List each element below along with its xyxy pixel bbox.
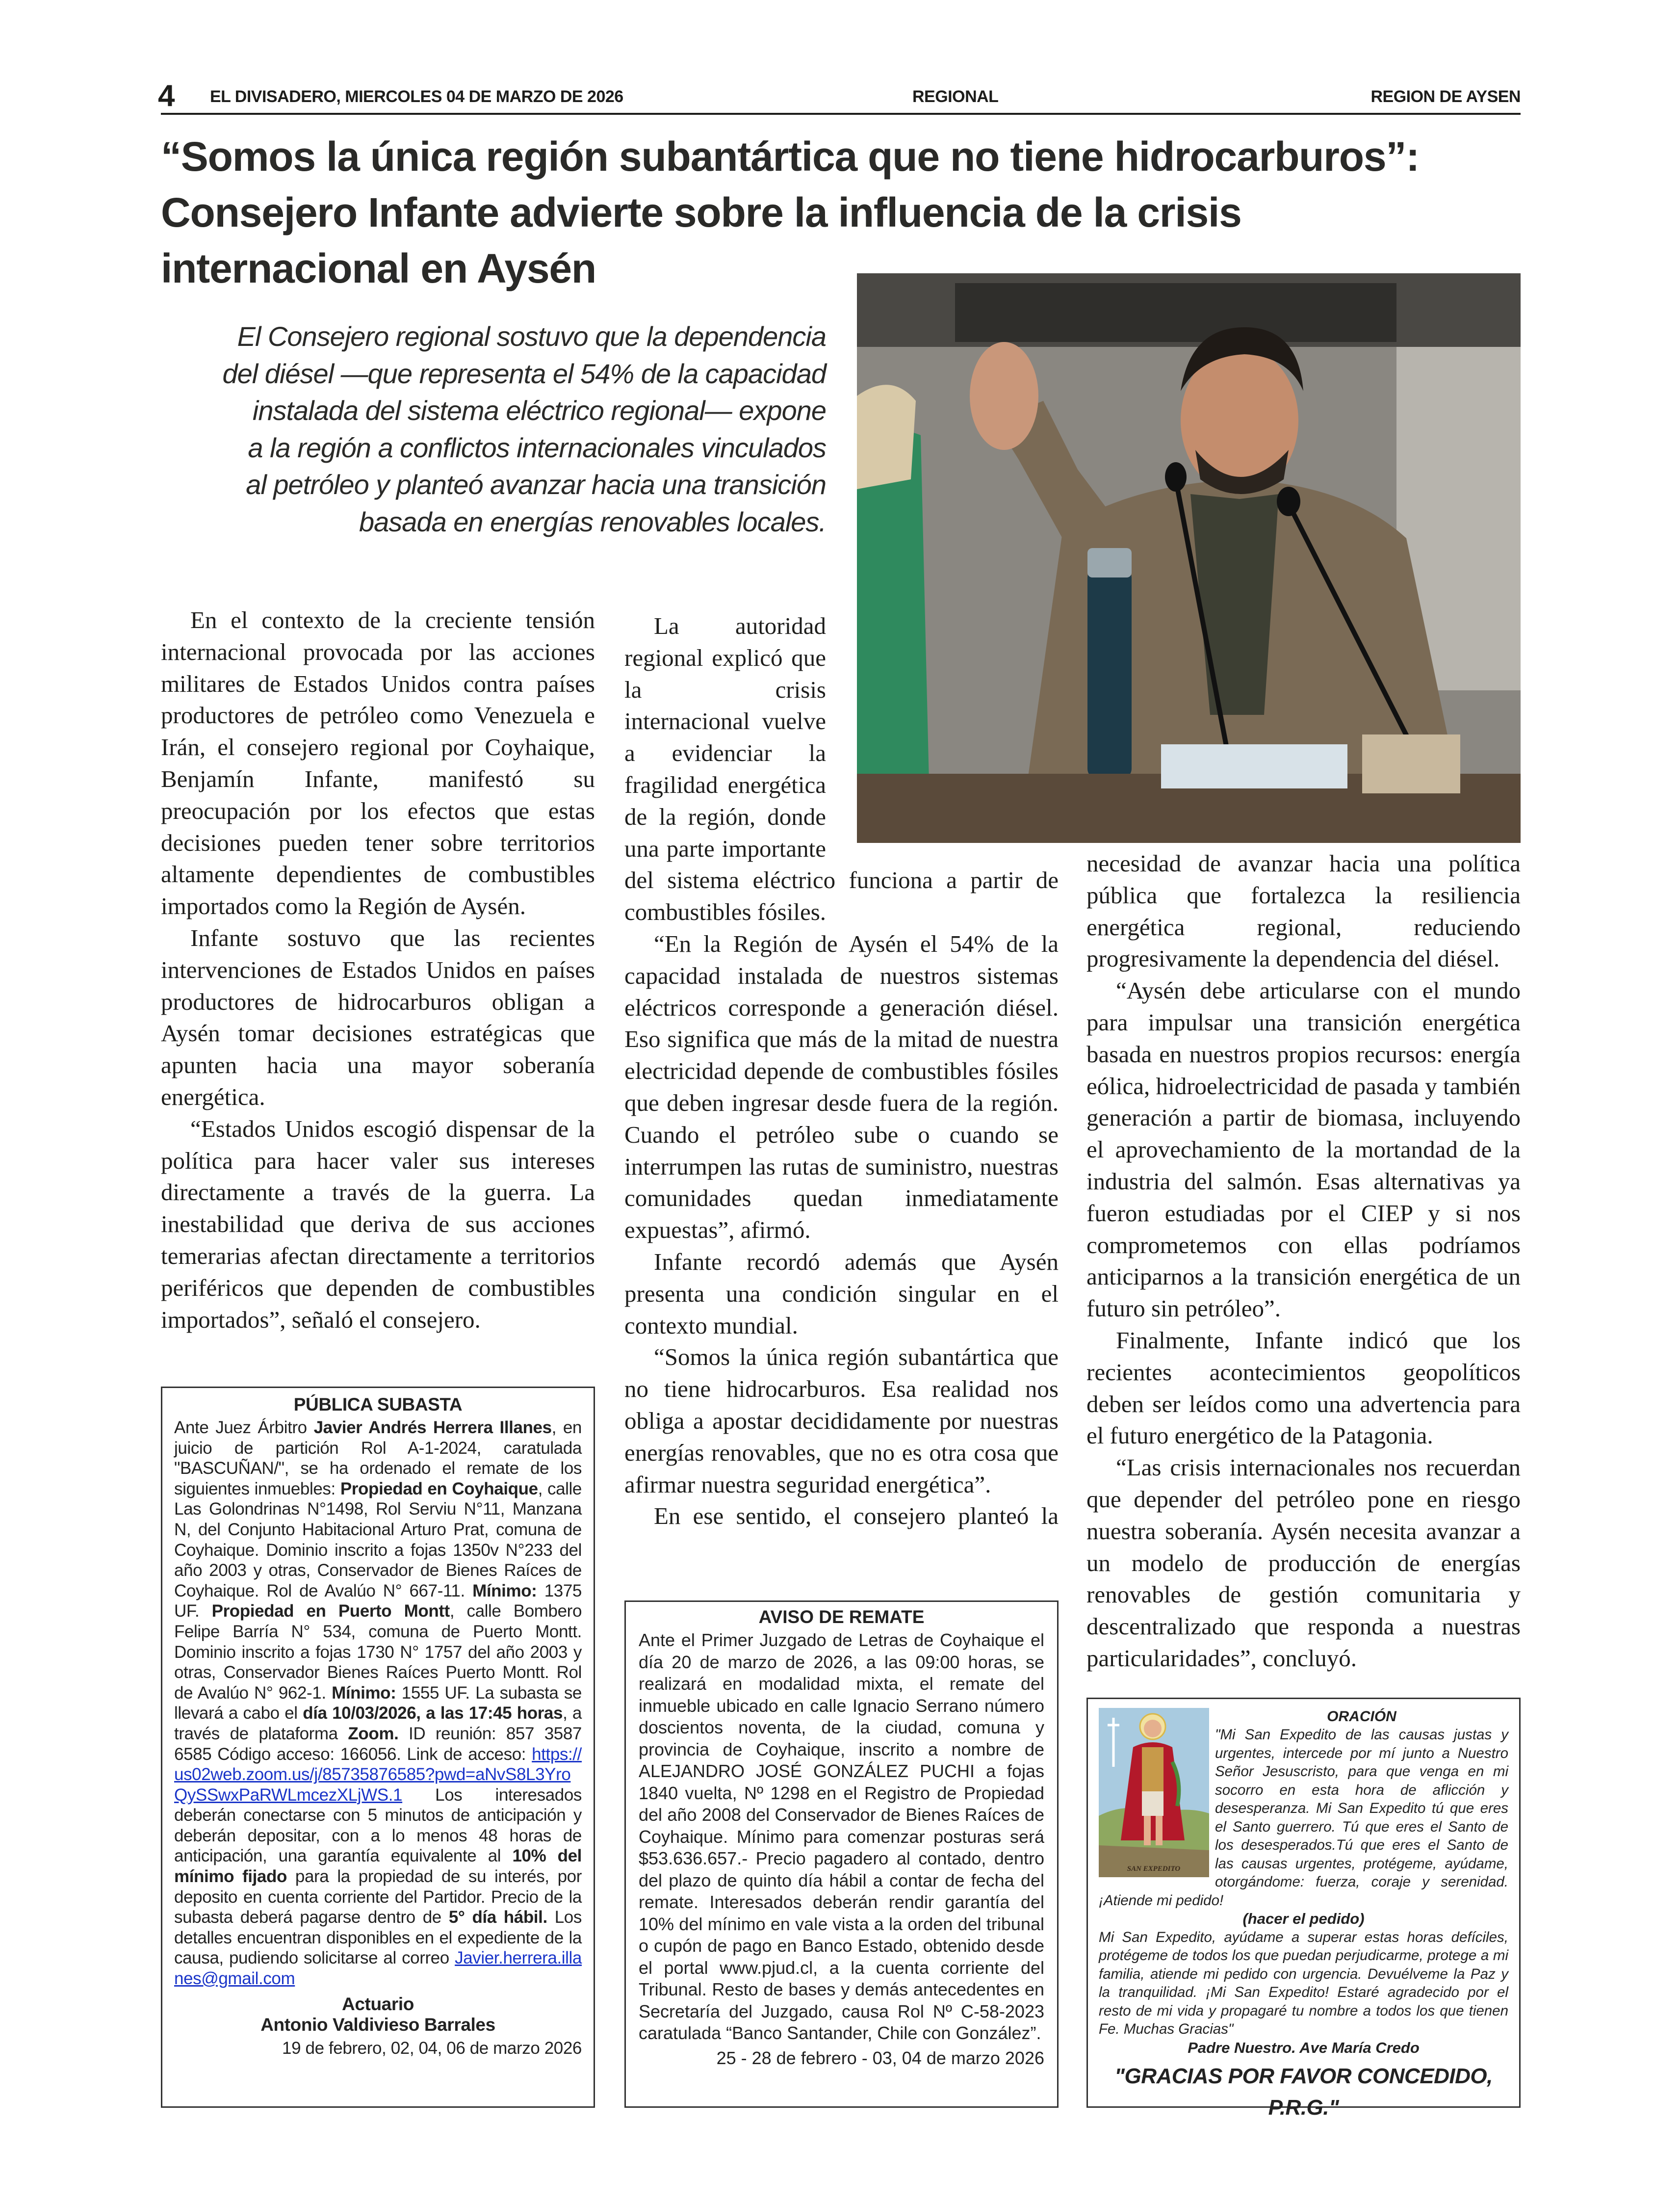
- notice-title: AVISO DE REMATE: [758, 1607, 925, 1627]
- notice-bold-text: día 10/03/2026, a las 17:45 horas: [303, 1704, 563, 1723]
- paragraph: La autoridad regional explicó que la crisis internacional vuelve a evidenciar la fragilidad energética de la región, donde una parte importante del sistema eléctrico funciona a partir de combustibles fósiles.: [624, 612, 1059, 926]
- public-auction-notice: [161, 1387, 595, 2108]
- saint-expedito-image: [1099, 1708, 1209, 1877]
- signer-name: Antonio Valdivieso Barrales: [260, 2014, 495, 2035]
- article-column-3: [1086, 848, 1521, 1675]
- notice-text: , en juicio de partición Rol A-1-2024, caratulada "BASCUÑAN/", se ha ordenado el remate de los siguientes inmuebles:: [174, 1418, 582, 1498]
- paragraph: “Las crisis internacionales nos recuerdan que depender del petróleo pone en riesgo nuestra soberanía. Aysén necesita avanzar a un modelo de producción de energías renovables de gestión comunitaria y descentralizado que responda a nuestras particularidades”, concluyó.: [1086, 1454, 1521, 1672]
- prayer-closing: Padre Nuestro. Ave María Credo: [1188, 2039, 1420, 2056]
- deck-line: basada en energías renovables locales.: [359, 506, 826, 537]
- deck-line: a la región a conflictos internacionales vinculados: [248, 432, 826, 463]
- notice-text: 1555 UF. La subasta se llevará a cabo el: [174, 1683, 582, 1723]
- deck-line: El Consejero regional sostuvo que la dependencia: [237, 321, 826, 352]
- image-caption: SAN EXPEDITO: [1127, 1865, 1181, 1873]
- prayer-title: ORACIÓN: [1327, 1708, 1396, 1725]
- paragraph: “En la Región de Aysén el 54% de la capacidad instalada de nuestros sistemas eléctricos corresponde a generación diésel. Eso significa que más de la mitad de nuestra electricidad depende de combustibles fósiles que deben ingresar desde fuera de la región. Cuando el petróleo sube o cuando se interrumpen las rutas de suministro, nuestras comunidades quedan inmediatamente expuestas”, afirmó.: [624, 930, 1059, 1244]
- headline: [161, 129, 1534, 296]
- notice-bold-text: 5° día hábil.: [448, 1908, 547, 1927]
- notice-link[interactable]: https://us02web.zoom.us/j/85735876585?pwd=aNvS8L3YroQySSwxPaRWLmcezXLjWS.1: [174, 1744, 582, 1805]
- paragraph: “Estados Unidos escogió dispensar de la política para hacer valer sus intereses directamente a través de la guerra. La inestabilidad que deriva de sus acciones temerarias afectan directamente a territorios periféricos que dependen de combustibles importados”, señaló el consejero.: [161, 1115, 595, 1333]
- notice-bold-text: Javier Andrés Herrera Illanes: [313, 1418, 552, 1437]
- notice-body: Ante el Primer Juzgado de Letras de Coyhaique el día 20 de marzo de 2026, a las 09:00 horas, se realizará en modalidad mixta, el remate del inmueble ubicado en calle Ignacio Serrano número doscientos noventa, de la ciudad, comuna y provincia de Coyhaique, inscrito a nombre de ALEJANDRO JOSÉ GONZÁLEZ PUCHI a fojas 1840 vuelta, Nº 1298 en el Registro de Propiedad del año 2008 del Conservador de Bienes Raíces de Coyhaique. Mínimo para comenzar posturas será $53.636.657.- Precio pagadero al contado, dentro del plazo de quinto día hábil a contar de fecha del remate. Interesados deberán rendir garantía del 10% del mínimo en vale vista a la orden del tribunal o cupón de pago en Banco Estado, obtenido desde el portal www.pjud.cl, a la cuenta corriente del Tribunal. Resto de bases y demás antecedentes en Secretaría del Juzgado, causa Rol Nº C-58-2023 caratulada “Banco Santander, Chile con González”.: [639, 1630, 1044, 2043]
- headline-line: “Somos la única región subantártica que no tiene hidrocarburos”:: [161, 133, 1419, 180]
- newspaper-date: EL DIVISADERO, MIERCOLES 04 DE MARZO DE 2026: [210, 87, 623, 106]
- article-column-2: [624, 610, 1059, 1532]
- signer-title: Actuario: [342, 1993, 414, 2014]
- article-deck: [196, 318, 826, 540]
- notice-text: Los detalles encuentran disponibles en el expediente de la causa, pudiendo solicitarse al correo: [174, 1908, 582, 1968]
- auction-notice: [624, 1600, 1059, 2108]
- notice-text: , calle Las Golondrinas N°1498, Rol Serviu N°11, Manzana N, del Conjunto Habitacional Arturo Prat, comuna de Coyhaique. Dominio inscrito a fojas 1350v N°233 del año 2003 y otras, Conservador de Bienes Raíces de Coyhaique. Rol de Avalúo N° 667-11.: [174, 1479, 582, 1600]
- page-number: 4: [158, 79, 175, 113]
- notice-bold-text: Mínimo:: [472, 1581, 537, 1600]
- notice-text: Los interesados deberán conectarse con 5 minutos de anticipación y deberán depositar, con a lo menos 48 horas de anticipación, una garantía equivalente al: [174, 1785, 582, 1866]
- notice-bold-text: Mínimo:: [332, 1683, 396, 1703]
- prayer-notice: [1086, 1698, 1521, 2120]
- paragraph: Infante sostuvo que las recientes intervenciones de Estados Unidos en países productores de hidrocarburos obligan a Aysén tomar decisiones estratégicas que apunten hacia una mayor soberanía energética.: [161, 924, 595, 1110]
- publication-dates: 25 - 28 de febrero - 03, 04 de marzo 2026: [716, 2047, 1044, 2068]
- deck-line: del diésel —que representa el 54% de la capacidad: [222, 358, 826, 389]
- notice-bold-text: Propiedad en Coyhaique: [340, 1479, 538, 1498]
- publication-dates: 19 de febrero, 02, 04, 06 de marzo 2026: [282, 2038, 582, 2058]
- paragraph: “Aysén debe articularse con el mundo para impulsar una transición energética basada en nuestros propios recursos: energía eólica, hidroelectricidad de pasada y también generación a partir de biomasa, incluyendo el aprovechamiento de la mortandad de la industria del salmón. Esas alternativas ya fueron estudiadas por el CIEP y si nos comprometemos con ellas podríamos anticiparnos a la transición energética de un futuro sin petróleo”.: [1086, 977, 1521, 1322]
- notice-bold-text: Zoom.: [348, 1724, 399, 1743]
- notice-text: Ante Juez Árbitro: [174, 1418, 314, 1437]
- prayer-text: "Mi San Expedito de las causas justas y urgentes, intercede por mí junto a Nuestro Señor Jesuscristo, para que venga en mi socorro en esta hora de aflicción y desesperanza. Mi San Expedito tú que eres el Santo guerrero. Tú que eres el Santo de los desesperados.Tú que eres el Santo de las causas urgentes, protégeme, ayúdame, otorgándome: fuerza, coraje y serenidad. ¡Atiende mi pedido!: [1099, 1727, 1508, 1909]
- article-column-1: [161, 604, 595, 1336]
- paragraph: Infante recordó además que Aysén presenta una condición singular en el contexto mundial.: [624, 1248, 1059, 1339]
- header-rule: [161, 113, 1521, 115]
- prayer-text-2: Mi San Expedito, ayúdame a superar estas horas defíciles, protégeme de todos los que puedan perjudicarme, protege a mi familia, atiende mi pedido con urgencia. Devuélveme la Paz y la tranquilidad. ¡Mi San Expedito! Estaré agradecido por el resto de mi vida y propagaré tu nombre a todos los que tienen Fe. Muchas Gracias": [1099, 1929, 1508, 2037]
- headline-line: Consejero Infante advierte sobre la influencia de la crisis: [161, 189, 1241, 236]
- notice-text: para la propiedad de su interés, por deposito en cuenta corriente del Partidor. Precio de la subasta deberá pagarse dentro de: [174, 1867, 582, 1927]
- prayer-instruction: (hacer el pedido): [1242, 1910, 1365, 1927]
- deck-line: instalada del sistema eléctrico regional— expone: [252, 395, 826, 426]
- notice-text: 1375 UF.: [174, 1581, 582, 1621]
- notice-bold-text: Propiedad en Puerto Montt: [211, 1601, 450, 1621]
- notice-bold-text: 10% del mínimo fijado: [174, 1846, 582, 1887]
- section-label: REGIONAL: [912, 87, 999, 106]
- notice-text: , a través de plataforma: [174, 1704, 582, 1743]
- paragraph: En ese sentido, el consejero planteó la: [654, 1502, 1059, 1530]
- notice-title: PÚBLICA SUBASTA: [293, 1394, 463, 1415]
- paragraph: Finalmente, Infante indicó que los recientes acontecimientos geopolíticos deben ser leídos como una advertencia para el futuro energético de la Patagonia.: [1086, 1326, 1521, 1449]
- paragraph: En el contexto de la creciente tensión internacional provocada por las acciones militares de Estados Unidos contra países productores de petróleo como Venezuela e Irán, el consejero regional por Coyhaique, Benjamín Infante, manifestó su preocupación por los efectos que estas decisiones pueden tener sobre territorios altamente dependientes de combustibles importados como la Región de Aysén.: [161, 606, 595, 920]
- notice-text: , calle Bombero Felipe Barría N° 534, comuna de Puerto Montt. Dominio inscrito a fojas 1730 N° 1757 del año 2003 y otras, Conservador Bienes Raíces Puerto Montt. Rol de Avalúo N° 962-1.: [174, 1601, 582, 1703]
- notice-link[interactable]: Javier.herrera.illanes@gmail.com: [174, 1948, 582, 1989]
- paragraph: “Somos la única región subantártica que no tiene hidrocarburos. Esa realidad nos obliga a apostar decididamente por nuestras energías renovables, que no es otra cosa que afirmar nuestra seguridad energética”.: [624, 1343, 1059, 1498]
- notice-body: [174, 1417, 582, 1989]
- headline-line: internacional en Aysén: [161, 245, 596, 291]
- deck-line: al petróleo y planteó avanzar hacia una transición: [246, 469, 826, 500]
- notice-text: ID reunión: 857 3587 6585 Código acceso: 166056. Link de acceso:: [174, 1724, 582, 1764]
- thanks-line: "GRACIAS POR FAVOR CONCEDIDO, P.R.G.": [1114, 2064, 1493, 2120]
- region-label: REGION DE AYSEN: [1370, 87, 1521, 106]
- paragraph: necesidad de avanzar hacia una política pública que fortalezca la resiliencia energética regional, reduciendo progresivamente la dependencia del diésel.: [1086, 850, 1521, 972]
